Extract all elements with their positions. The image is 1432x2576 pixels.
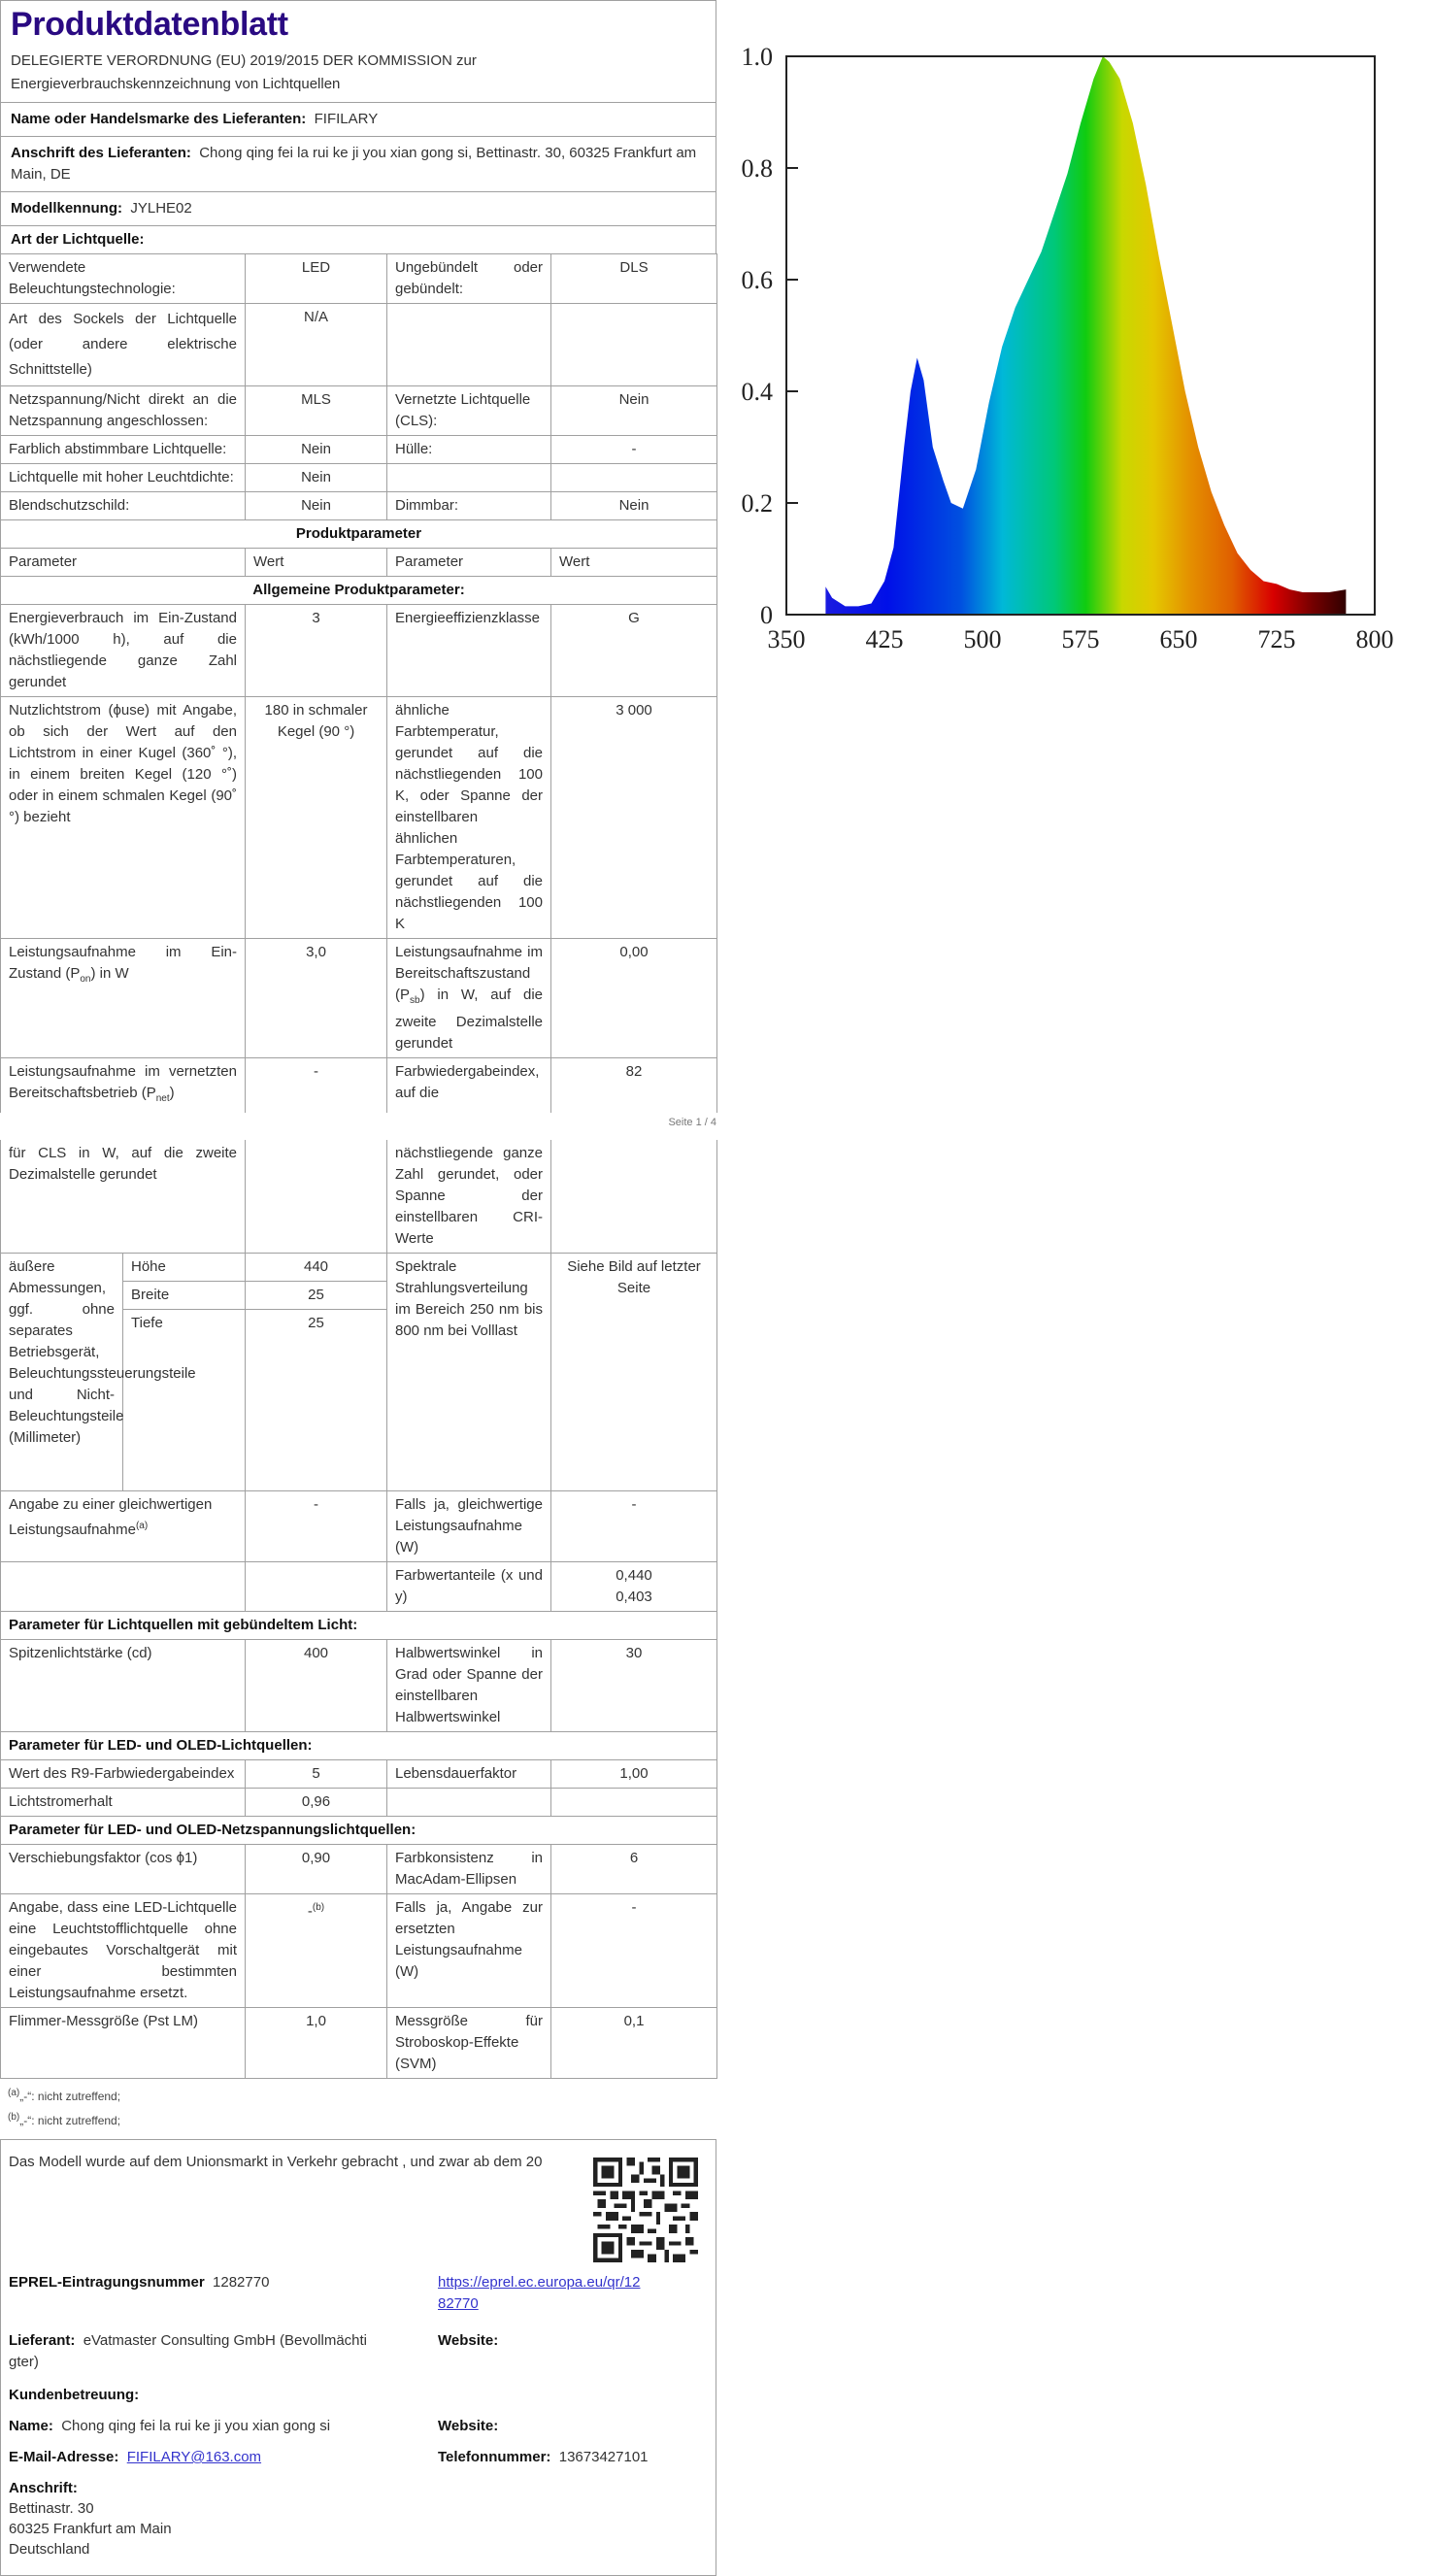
y-tick-label: 0.2 — [741, 489, 773, 518]
footnote-text: „-“: nicht zutreffend; — [19, 2114, 121, 2127]
value-cell: 82 — [551, 1058, 717, 1114]
param-cell: Farbwertanteile (x und y) — [387, 1562, 551, 1612]
param-cell: Dimmbar: — [387, 492, 551, 520]
supplier-address-value: Chong qing fei la rui ke ji you xian gong si, Bettinastr. 30, 60325 Frankfurt am Main, DE — [11, 145, 697, 183]
param-cell: ähnliche Farbtemperatur, gerundet auf die nächstliegenden 100 K, oder Spanne der einstellbaren ähnlichen Farbtemperaturen, gerundet auf die nächstliegenden 100 K — [387, 697, 551, 939]
footnote-mark: (b) — [8, 2112, 20, 2123]
text: ) — [169, 1085, 175, 1101]
value-cell: 180 in schmaler Kegel (90 °) — [246, 697, 387, 939]
chromaticity-x: 0,440 — [616, 1567, 652, 1584]
value-cell — [551, 1789, 717, 1817]
footnote-mark: (a) — [8, 2088, 20, 2098]
column-header-parameter: Parameter — [1, 549, 246, 577]
cs-name-value: Chong qing fei la rui ke ji you xian gong si — [61, 2418, 331, 2434]
subscript: sb — [410, 995, 420, 1006]
text: - — [307, 1903, 313, 1920]
x-tick-label: 350 — [767, 625, 806, 653]
value-cell: - — [551, 436, 717, 464]
param-cell: Lichtquelle mit hoher Leuchtdichte: — [1, 464, 246, 492]
value-cell: Nein — [246, 464, 387, 492]
param-cell: Nutzlichtstrom (ϕuse) mit Angabe, ob sich der Wert auf den Lichtstrom in einer Kugel (360˚ °), in einem breiten Kegel (120 °˚) oder in einem schmalen Kegel (90˚ °) bezieht — [1, 697, 246, 939]
x-axis — [768, 625, 1394, 653]
section-heading-row — [1, 520, 717, 549]
cs-website-label: Website: — [438, 2418, 499, 2434]
param-cell: Netzspannung/Nicht direkt an die Netzspannung angeschlossen: — [1, 386, 246, 436]
table-row — [1, 436, 717, 464]
column-header-value: Wert — [246, 549, 387, 577]
text: ) in W, auf die zweite Dezimalstelle gerundet — [395, 987, 543, 1052]
supplier-name-value: FIFILARY — [314, 111, 379, 127]
address-line: 60325 Frankfurt am Main — [9, 2521, 172, 2537]
param-cell — [387, 464, 551, 492]
general-parameters-heading: Allgemeine Produktparameter: — [1, 577, 717, 605]
param-cell: Halbwertswinkel in Grad oder Spanne der einstellbaren Halbwertswinkel — [387, 1640, 551, 1732]
value-cell: - — [246, 1058, 387, 1114]
param-cell: Farbkonsistenz in MacAdam-Ellipsen — [387, 1845, 551, 1894]
param-cell: Falls ja, Angabe zur ersetzten Leistungsaufnahme (W) — [387, 1894, 551, 2008]
address-line: Deutschland — [9, 2541, 90, 2558]
light-source-type-table — [0, 253, 717, 1113]
value-cell: 0,90 — [246, 1845, 387, 1894]
param-cell: Energieverbrauch im Ein-Zustand (kWh/1000 h), auf die nächstliegende ganze Zahl gerundet — [1, 605, 246, 697]
page-number: Seite 1 / 4 — [668, 1117, 716, 1128]
value-cell — [551, 1140, 717, 1254]
table-row — [1, 697, 717, 939]
text: Angabe zu einer gleichwertigen Leistungsaufnahme — [9, 1496, 213, 1538]
text: Leistungsaufnahme im vernetzten Bereitschaftsbetrieb (P — [9, 1063, 237, 1101]
led-oled-mains-heading: Parameter für LED- und OLED-Netzspannungslichtquellen: — [1, 1817, 717, 1845]
page-title: Produktdatenblatt — [11, 6, 288, 43]
eprel-link[interactable] — [438, 2272, 640, 2315]
supplier-address-row — [0, 136, 716, 191]
supplier-value: eVatmaster Consulting GmbH (Bevollmächti — [83, 2332, 368, 2349]
regulation-line-2: Energieverbrauchskennzeichnung von Lichtquellen — [11, 76, 341, 92]
table-row — [1, 2008, 717, 2079]
table-row — [1, 1894, 717, 2008]
dimension-value: 25 — [246, 1282, 387, 1310]
supplier-label: Lieferant: — [9, 2332, 76, 2349]
eprel-label: EPREL-Eintragungsnummer — [9, 2274, 205, 2291]
eprel-info-box — [0, 2139, 716, 2576]
y-tick-label: 0.4 — [741, 378, 773, 406]
value-cell — [551, 1562, 717, 1612]
table-row — [1, 1058, 717, 1114]
value-cell: 1,0 — [246, 2008, 387, 2079]
table-row — [1, 1491, 717, 1562]
section-heading-row — [1, 1732, 717, 1760]
param-cell: Ungebündelt oder gebündelt: — [387, 254, 551, 304]
directional-heading: Parameter für Lichtquellen mit gebündeltem Licht: — [1, 1612, 717, 1640]
param-cell — [1, 1491, 246, 1562]
param-cell — [387, 304, 551, 386]
product-parameters-table-continued — [0, 1140, 717, 2079]
value-cell: 0,1 — [551, 2008, 717, 2079]
param-cell: Wert des R9-Farbwiedergabeindex — [1, 1760, 246, 1789]
footnote-b — [8, 2107, 709, 2131]
eprel-registration — [9, 2272, 269, 2293]
x-tick-label: 425 — [865, 625, 904, 653]
phone-label: Telefonnummer: — [438, 2449, 551, 2465]
value-cell: - — [551, 1894, 717, 2008]
text: ) in W — [90, 965, 129, 982]
dimension-name: Breite — [123, 1282, 246, 1310]
value-cell: DLS — [551, 254, 717, 304]
value-cell: - — [246, 1491, 387, 1562]
footnote-a — [8, 2083, 709, 2107]
table-row — [1, 254, 717, 304]
table-row — [1, 1140, 717, 1254]
param-cell — [1, 1562, 246, 1612]
table-row — [1, 1562, 717, 1612]
spectral-distribution-chart — [738, 29, 1417, 660]
supplier-info — [9, 2330, 367, 2373]
value-cell — [551, 304, 717, 386]
y-tick-label: 0.6 — [741, 266, 773, 294]
column-header-row — [1, 549, 717, 577]
cs-email — [9, 2447, 261, 2468]
x-tick-label: 650 — [1159, 625, 1198, 653]
email-label: E-Mail-Adresse: — [9, 2449, 119, 2465]
value-cell: G — [551, 605, 717, 697]
param-cell: Hülle: — [387, 436, 551, 464]
param-cell: Flimmer-Messgröße (Pst LM) — [1, 2008, 246, 2079]
value-cell: N/A — [246, 304, 387, 386]
x-tick-label: 575 — [1061, 625, 1100, 653]
model-label: Modellkennung: — [11, 200, 122, 217]
address-label: Anschrift: — [9, 2480, 78, 2496]
param-cell: Verschiebungsfaktor (cos ϕ1) — [1, 1845, 246, 1894]
text: Leistungsaufnahme im Bereitschaftszustand (P — [395, 944, 543, 1003]
supplier-website — [438, 2330, 498, 2352]
dimension-name: Höhe — [123, 1254, 246, 1282]
eprel-number: 1282770 — [213, 2274, 270, 2291]
param-cell: Angabe, dass eine LED-Lichtquelle eine Leuchtstofflichtquelle ohne eingebautes Vorschaltgerät mit einer bestimmten Leistungsaufnahme ersetzt. — [1, 1894, 246, 2008]
table-row — [1, 492, 717, 520]
param-cell: nächstliegende ganze Zahl gerundet, oder Spanne der einstellbaren CRI-Werte — [387, 1140, 551, 1254]
value-cell — [246, 1894, 387, 2008]
supplier-value-cont: gter) — [9, 2354, 39, 2370]
spectrum-area — [825, 56, 1346, 615]
param-cell: Art des Sockels der Lichtquelle (oder andere elektrische Schnittstelle) — [1, 304, 246, 386]
email-link[interactable]: FIFILARY@163.com — [126, 2449, 262, 2465]
model-row — [0, 191, 716, 225]
table-row — [1, 304, 717, 386]
link-text: 82770 — [438, 2295, 479, 2312]
table-row — [1, 1845, 717, 1894]
param-cell — [387, 1789, 551, 1817]
dimension-name: Tiefe — [123, 1310, 246, 1491]
model-value: JYLHE02 — [130, 200, 192, 217]
dimension-value: 440 — [246, 1254, 387, 1282]
footnotes — [0, 2079, 716, 2135]
param-cell: Blendschutzschild: — [1, 492, 246, 520]
subscript: net — [155, 1093, 170, 1104]
section-heading-row — [1, 1612, 717, 1640]
link-text: https://eprel.ec.europa.eu/qr/12 — [438, 2274, 641, 2291]
value-cell: MLS — [246, 386, 387, 436]
value-cell: 3 — [246, 605, 387, 697]
y-tick-label: 0.8 — [741, 154, 773, 183]
value-cell: 30 — [551, 1640, 717, 1732]
footnote-text: „-“: nicht zutreffend; — [19, 2090, 121, 2103]
value-cell — [551, 464, 717, 492]
light-source-type-heading: Art der Lichtquelle: — [11, 231, 145, 248]
qr-code-icon[interactable] — [593, 2158, 698, 2262]
customer-service-heading — [9, 2385, 139, 2406]
section-heading-row — [1, 577, 717, 605]
customer-service-label: Kundenbetreuung: — [9, 2387, 140, 2403]
value-cell: 400 — [246, 1640, 387, 1732]
value-cell: - — [551, 1491, 717, 1562]
y-axis — [742, 43, 799, 629]
param-cell — [387, 939, 551, 1058]
param-cell: Lichtstromerhalt — [1, 1789, 246, 1817]
table-row — [1, 1640, 717, 1732]
param-cell: Farbwiedergabeindex, auf die — [387, 1058, 551, 1114]
value-cell: LED — [246, 254, 387, 304]
param-cell: Verwendete Beleuchtungstechnologie: — [1, 254, 246, 304]
value-cell: Nein — [551, 492, 717, 520]
table-row — [1, 1789, 717, 1817]
x-tick-label: 800 — [1355, 625, 1394, 653]
x-tick-label: 500 — [963, 625, 1002, 653]
cs-phone — [438, 2447, 649, 2468]
light-source-type-heading-row — [0, 225, 716, 253]
param-cell: Lebensdauerfaktor — [387, 1760, 551, 1789]
value-cell: Nein — [551, 386, 717, 436]
value-cell: 1,00 — [551, 1760, 717, 1789]
value-cell: 3,0 — [246, 939, 387, 1058]
value-cell: Nein — [246, 492, 387, 520]
param-cell: Vernetzte Lichtquelle (CLS): — [387, 386, 551, 436]
table-row — [1, 464, 717, 492]
param-cell: Energieeffizienzklasse — [387, 605, 551, 697]
cs-name-label: Name: — [9, 2418, 53, 2434]
market-date-text: Das Modell wurde auf dem Unionsmarkt in Verkehr gebracht , und zwar ab dem 20 — [9, 2154, 543, 2170]
value-cell: 5 — [246, 1760, 387, 1789]
cs-website — [438, 2416, 498, 2437]
website-label: Website: — [438, 2332, 499, 2349]
regulation-text — [11, 50, 706, 96]
supplier-name-label: Name oder Handelsmarke des Lieferanten: — [11, 111, 307, 127]
product-parameters-heading: Produktparameter — [1, 520, 717, 549]
dimensions-label: äußere Abmessungen, ggf. ohne separates Betriebsgerät, Beleuchtungssteuerungsteile und Nicht-Beleuchtungsteile (Millimeter) — [1, 1254, 123, 1491]
param-cell: Messgröße für Stroboskop-Effekte (SVM) — [387, 2008, 551, 2079]
y-tick-label: 1.0 — [741, 43, 773, 71]
table-row — [1, 386, 717, 436]
column-header-value: Wert — [551, 549, 717, 577]
param-cell: Falls ja, gleichwertige Leistungsaufnahme (W) — [387, 1491, 551, 1562]
phone-value: 13673427101 — [558, 2449, 649, 2465]
section-heading-row — [1, 1817, 717, 1845]
value-cell: Siehe Bild auf letzter Seite — [551, 1254, 717, 1491]
value-cell: Nein — [246, 436, 387, 464]
value-cell — [246, 1140, 387, 1254]
value-cell: 3 000 — [551, 697, 717, 939]
column-header-parameter: Parameter — [387, 549, 551, 577]
footnote-ref: (b) — [312, 1902, 325, 1913]
header — [0, 0, 716, 102]
page-break — [0, 1113, 716, 1140]
x-tick-label: 725 — [1257, 625, 1296, 653]
regulation-line-1: DELEGIERTE VERORDNUNG (EU) 2019/2015 DER KOMMISSION zur — [11, 52, 477, 69]
supplier-name-row — [0, 102, 716, 136]
param-cell: für CLS in W, auf die zweite Dezimalstelle gerundet — [1, 1140, 246, 1254]
table-row — [1, 1254, 717, 1282]
value-cell — [246, 1562, 387, 1612]
table-row — [1, 605, 717, 697]
dimension-value: 25 — [246, 1310, 387, 1491]
y-tick-label: 0 — [760, 601, 773, 629]
table-row — [1, 1760, 717, 1789]
subscript: on — [80, 974, 91, 985]
chromaticity-y: 0,403 — [616, 1589, 652, 1605]
address-line: Bettinastr. 30 — [9, 2500, 94, 2517]
plot-area — [786, 56, 1375, 615]
footnote-ref: (a) — [135, 1521, 149, 1531]
param-cell: Farblich abstimmbare Lichtquelle: — [1, 436, 246, 464]
param-cell — [1, 1058, 246, 1114]
value-cell: 6 — [551, 1845, 717, 1894]
param-cell: Spektrale Strahlungsverteilung im Bereich 250 nm bis 800 nm bei Volllast — [387, 1254, 551, 1491]
cs-address — [9, 2478, 172, 2559]
param-cell: Spitzenlichtstärke (cd) — [1, 1640, 246, 1732]
cs-name — [9, 2416, 330, 2437]
supplier-address-label: Anschrift des Lieferanten: — [11, 145, 191, 161]
table-row — [1, 939, 717, 1058]
text: Leistungsaufnahme im Ein-Zustand (P — [9, 944, 237, 982]
param-cell — [1, 939, 246, 1058]
led-oled-heading: Parameter für LED- und OLED-Lichtquellen: — [1, 1732, 717, 1760]
value-cell: 0,96 — [246, 1789, 387, 1817]
value-cell: 0,00 — [551, 939, 717, 1058]
